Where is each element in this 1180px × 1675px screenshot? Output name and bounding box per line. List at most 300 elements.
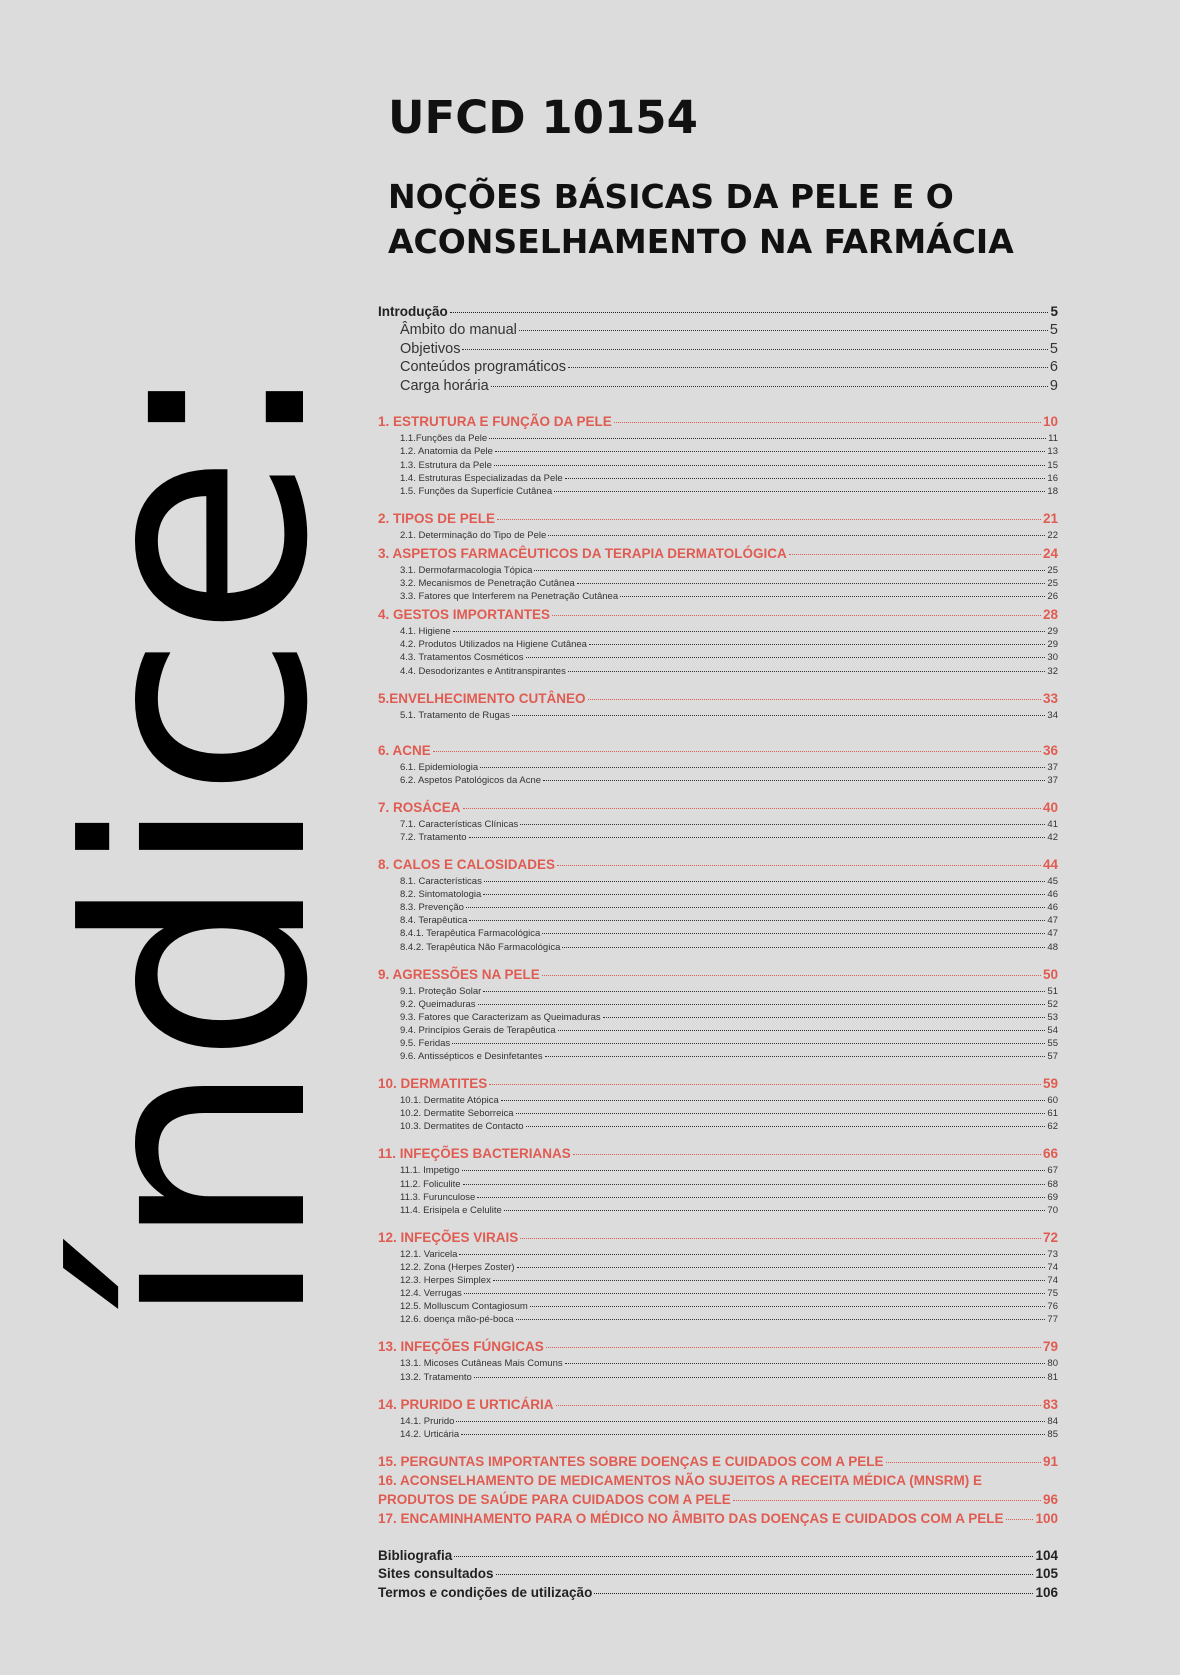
toc-entry-title: 11.1. Impetigo	[400, 1165, 460, 1177]
toc-page-number: 29	[1047, 626, 1058, 638]
toc-page-number: 74	[1047, 1261, 1058, 1273]
dot-leader	[454, 1556, 1033, 1557]
dot-leader	[546, 1347, 1041, 1348]
toc-entry-title: 9.4. Princípios Gerais de Terapêutica	[400, 1024, 556, 1036]
toc-subsection[interactable]	[378, 530, 1058, 543]
toc-page-number: 42	[1047, 831, 1058, 843]
toc-entry-title: 12.4. Verrugas	[400, 1288, 462, 1300]
dot-leader	[463, 808, 1041, 809]
toc-entry-title: PRODUTOS DE SAÚDE PARA CUIDADOS COM A PELE	[378, 1491, 731, 1507]
dot-leader	[526, 1126, 1046, 1127]
toc-chapter-16-line-1[interactable]: 16. ACONSELHAMENTO DE MEDICAMENTOS NÃO SUJEITOS A RECEITA MÉDICA (MNSRM) E	[378, 1472, 983, 1488]
dot-leader	[573, 1154, 1041, 1155]
toc-entry-title: 12.6. doença mão-pé-boca	[400, 1314, 514, 1326]
toc-page-number: 9	[1049, 377, 1058, 394]
toc-subsection[interactable]	[378, 626, 1058, 639]
toc-entry-title: 10.2. Dermatite Seborreica	[400, 1108, 514, 1120]
dot-leader	[466, 907, 1046, 908]
toc-page-number: 46	[1047, 902, 1058, 914]
toc-entry-intro[interactable]	[378, 304, 1058, 322]
toc-page-number: 26	[1047, 591, 1058, 603]
dot-leader	[548, 535, 1045, 536]
spacer	[378, 955, 1058, 967]
dot-leader	[588, 699, 1041, 700]
toc-entry-title: 9.2. Queimaduras	[400, 998, 476, 1010]
toc-subsection[interactable]	[378, 473, 1058, 486]
dot-leader	[542, 933, 1045, 934]
toc-page-number: 80	[1047, 1358, 1058, 1370]
toc-page-number: 104	[1035, 1547, 1058, 1563]
toc-page-number: 36	[1042, 742, 1058, 758]
dot-leader	[469, 920, 1045, 921]
toc-entry-title: Âmbito do manual	[400, 322, 517, 338]
toc-page-number: 68	[1047, 1178, 1058, 1190]
toc-entry-title: 13. INFEÇÕES FÚNGICAS	[378, 1339, 544, 1355]
toc-subsection[interactable]	[378, 565, 1058, 578]
toc-page-number: 55	[1047, 1038, 1058, 1049]
toc-entry-title: 15. PERGUNTAS IMPORTANTES SOBRE DOENÇAS E CUIDADOS COM A PELE	[378, 1453, 884, 1469]
dot-leader	[568, 367, 1048, 368]
dot-leader	[493, 1280, 1046, 1281]
toc-entry-title: 4.3. Tratamentos Cosméticos	[400, 652, 524, 664]
toc-entry-title: 8. CALOS E CALOSIDADES	[378, 857, 556, 873]
toc-page-number: 48	[1047, 941, 1058, 953]
toc-subsection[interactable]	[378, 942, 1058, 955]
toc-entry-end[interactable]	[378, 1585, 1058, 1604]
toc-subsection[interactable]	[378, 1262, 1058, 1275]
toc-page-number: 72	[1042, 1229, 1058, 1245]
toc-entry-title: 12.2. Zona (Herpes Zoster)	[400, 1261, 515, 1273]
toc-subsection[interactable]	[378, 1038, 1058, 1051]
toc-subsection[interactable]	[378, 1108, 1058, 1121]
toc-chapter[interactable]	[378, 1146, 1058, 1165]
dot-leader	[433, 751, 1041, 752]
toc-entry-title: 12.3. Herpes Simplex	[400, 1275, 491, 1287]
toc-page-number: 10	[1042, 414, 1058, 430]
toc-page-number: 74	[1047, 1275, 1058, 1287]
toc-page-number: 105	[1035, 1566, 1058, 1582]
document-header	[388, 88, 1148, 264]
toc-entry-title: 9.3. Fatores que Caracterizam as Queimaduras	[400, 1011, 601, 1023]
dot-leader	[542, 975, 1041, 976]
toc-page-number: 52	[1047, 998, 1058, 1010]
dot-leader	[483, 991, 1045, 992]
toc-page-number: 24	[1042, 545, 1058, 561]
toc-subsection[interactable]	[378, 986, 1058, 999]
toc-page-number: 96	[1042, 1491, 1058, 1507]
toc-subsection[interactable]	[378, 1429, 1058, 1442]
title-line-1: NOÇÕES BÁSICAS DA PELE E O	[388, 177, 954, 216]
toc-page-number: 54	[1047, 1024, 1058, 1036]
dot-leader	[1006, 1519, 1034, 1520]
toc-chapter[interactable]	[378, 1339, 1058, 1358]
toc-entry-title: 1.5. Funções da Superfície Cutânea	[400, 485, 553, 497]
toc-page-number: 15	[1047, 459, 1058, 471]
toc-entry-title: 1.4. Estruturas Especializadas da Pele	[400, 472, 563, 484]
toc-page-number: 50	[1042, 966, 1058, 982]
toc-entry-title: 9. AGRESSÕES NA PELE	[378, 966, 540, 982]
toc-page-number: 13	[1047, 446, 1058, 458]
toc-entry-title: 14.1. Prurido	[400, 1415, 455, 1427]
dot-leader	[789, 554, 1041, 555]
toc-subsection[interactable]	[378, 1288, 1058, 1301]
toc-chapter-16-line-2[interactable]	[378, 1492, 1058, 1511]
toc-subsection[interactable]	[378, 460, 1058, 473]
dot-leader	[620, 596, 1045, 597]
toc-subsection[interactable]	[378, 1416, 1058, 1429]
spacer	[378, 1327, 1058, 1339]
toc-chapter[interactable]	[378, 1511, 1058, 1530]
toc-entry-title: 11.2. Foliculite	[400, 1178, 461, 1190]
toc-subsection[interactable]	[378, 710, 1058, 723]
toc-entry-title: 1.2. Anatomia da Pele	[400, 446, 493, 458]
toc-page-number: 70	[1047, 1204, 1058, 1216]
toc-entry-title: 7.1. Características Clínicas	[400, 818, 519, 830]
toc-page-number: 91	[1042, 1453, 1058, 1469]
toc-page-number: 66	[1042, 1146, 1058, 1162]
toc-entry-title: 8.1. Características	[400, 876, 482, 888]
toc-page-number: 33	[1042, 690, 1058, 706]
toc-entry-title: 11.3. Furunculose	[400, 1191, 476, 1203]
toc-entry-title: 8.4.2. Terapêutica Não Farmacológica	[400, 941, 561, 953]
toc-entry-title: 6.2. Aspetos Patológicos da Acne	[400, 774, 542, 786]
toc-entry-title: 12.1. Varicela	[400, 1248, 458, 1260]
dot-leader	[495, 451, 1045, 452]
dot-leader	[568, 671, 1046, 672]
toc-chapter[interactable]	[378, 1397, 1058, 1416]
ufcd-code: UFCD 10154	[388, 91, 698, 144]
dot-leader	[526, 657, 1046, 658]
toc-entry-end[interactable]	[378, 1548, 1058, 1567]
toc-page-number: 59	[1042, 1076, 1058, 1092]
dot-leader	[497, 519, 1041, 520]
toc-subsection[interactable]	[378, 1275, 1058, 1288]
dot-leader	[483, 894, 1045, 895]
dot-leader	[565, 478, 1046, 479]
dot-leader	[520, 824, 1045, 825]
toc-subsection[interactable]	[378, 1165, 1058, 1178]
toc-entry-title: 3.3. Fatores que Interferem na Penetração Cutânea	[400, 591, 619, 603]
toc-chapter[interactable]	[378, 691, 1058, 710]
toc-entry-title: 17. ENCAMINHAMENTO PARA O MÉDICO NO ÂMBITO DAS DOENÇAS E CUIDADOS COM A PELE	[378, 1510, 1004, 1526]
toc-entry-title: Objetivos	[400, 340, 461, 357]
dot-leader	[464, 1293, 1046, 1294]
dot-leader	[517, 1267, 1046, 1268]
dot-leader	[520, 1238, 1041, 1239]
toc-entry-title: 4. GESTOS IMPORTANTES	[378, 607, 551, 623]
toc-page-number: 40	[1042, 799, 1058, 815]
toc-page-number: 34	[1047, 709, 1058, 721]
toc-page-number: 44	[1042, 857, 1058, 873]
spacer	[378, 1218, 1058, 1230]
toc-entry-title: 4.1. Higiene	[400, 626, 451, 638]
toc-page-number: 76	[1047, 1301, 1058, 1313]
toc-page-number: 79	[1042, 1339, 1058, 1355]
dot-leader	[484, 881, 1046, 882]
toc-page-number: 37	[1047, 774, 1058, 786]
toc-chapter[interactable]	[378, 511, 1058, 530]
dot-leader	[480, 767, 1045, 768]
side-word-indice: índice:	[25, 360, 374, 1330]
toc-entry-intro-item[interactable]	[378, 322, 1058, 341]
toc-page-number: 60	[1047, 1095, 1058, 1107]
toc-page-number: 75	[1047, 1288, 1058, 1300]
toc-chapter[interactable]	[378, 1454, 1058, 1473]
toc-entry-title: 4.2. Produtos Utilizados na Higiene Cutânea	[400, 639, 587, 651]
dot-leader	[556, 1405, 1041, 1406]
dot-leader	[501, 1100, 1046, 1101]
toc-entry-title: 9.5. Feridas	[400, 1038, 451, 1049]
toc-subsection[interactable]	[378, 433, 1058, 446]
dot-leader	[477, 1197, 1045, 1198]
toc-subsection[interactable]	[378, 902, 1058, 915]
spacer	[378, 1442, 1058, 1454]
toc-chapter[interactable]	[378, 743, 1058, 762]
dot-leader	[562, 947, 1045, 948]
toc-subsection[interactable]	[378, 915, 1058, 928]
spacer	[378, 845, 1058, 857]
dot-leader	[494, 465, 1046, 466]
dot-leader	[478, 1004, 1046, 1005]
dot-leader	[453, 631, 1046, 632]
toc-page-number: 30	[1047, 652, 1058, 664]
toc-subsection[interactable]	[378, 1051, 1058, 1064]
toc-subsection[interactable]	[378, 1095, 1058, 1108]
toc-subsection[interactable]	[378, 652, 1058, 665]
dot-leader	[530, 1306, 1046, 1307]
toc-entry-end[interactable]	[378, 1566, 1058, 1585]
toc-subsection[interactable]	[378, 1192, 1058, 1205]
dot-leader	[614, 422, 1041, 423]
toc-subsection[interactable]	[378, 775, 1058, 788]
toc-page-number: 51	[1047, 985, 1058, 997]
toc-entry-title: 7.2. Tratamento	[400, 831, 467, 843]
dot-leader	[489, 1084, 1041, 1085]
toc-subsection[interactable]	[378, 819, 1058, 832]
toc-subsection[interactable]	[378, 999, 1058, 1012]
toc-subsection[interactable]	[378, 1121, 1058, 1134]
toc-page-number: 67	[1047, 1165, 1058, 1177]
dot-leader	[886, 1462, 1041, 1463]
toc-entry-title: 3.2. Mecanismos de Penetração Cutânea	[400, 578, 575, 590]
toc-page-number: 83	[1042, 1396, 1058, 1412]
toc-entry-intro-item[interactable]	[378, 359, 1058, 378]
dot-leader	[489, 438, 1046, 439]
toc-page-number: 84	[1047, 1415, 1058, 1427]
toc-entry-intro-item[interactable]	[378, 378, 1058, 397]
toc-chapter[interactable]	[378, 607, 1058, 626]
toc-entry-intro-item[interactable]	[378, 341, 1058, 360]
toc-page-number: 16	[1047, 472, 1058, 484]
title-line-2: ACONSELHAMENTO NA FARMÁCIA	[388, 222, 1014, 261]
toc-subsection[interactable]	[378, 578, 1058, 591]
toc-entry-title: 8.3. Prevenção	[400, 902, 464, 914]
spacer	[378, 1385, 1058, 1397]
toc-entry-title: 5.ENVELHECIMENTO CUTÂNEO	[378, 690, 586, 706]
toc-entry-title: 11.4. Erisipela e Celulite	[400, 1204, 502, 1216]
toc-page-number: 45	[1047, 876, 1058, 888]
dot-leader	[589, 644, 1045, 645]
toc-page-number: 5	[1049, 322, 1058, 338]
dot-leader	[594, 1593, 1033, 1594]
dot-leader	[462, 349, 1047, 350]
dot-leader	[543, 780, 1045, 781]
dot-leader	[461, 1434, 1045, 1435]
spacer	[378, 723, 1058, 743]
dot-leader	[733, 1500, 1041, 1501]
toc-page-number: 85	[1047, 1428, 1058, 1440]
toc-page-number: 6	[1049, 359, 1058, 376]
dot-leader	[469, 837, 1046, 838]
toc-chapter[interactable]	[378, 1230, 1058, 1249]
toc-page-number: 22	[1047, 529, 1058, 541]
dot-leader	[516, 1319, 1046, 1320]
toc-entry-title: 5.1. Tratamento de Rugas	[400, 709, 510, 721]
spacer	[378, 1064, 1058, 1076]
toc-page-number: 41	[1047, 818, 1058, 830]
toc-entry-title: 14. PRURIDO E URTICÁRIA	[378, 1396, 554, 1412]
toc-page-number: 29	[1047, 639, 1058, 651]
dot-leader	[450, 312, 1049, 313]
toc-chapter[interactable]	[378, 800, 1058, 819]
toc-entry-title: Introdução	[378, 304, 448, 319]
toc-chapter[interactable]	[378, 1076, 1058, 1095]
toc-entry-title: 6.1. Epidemiologia	[400, 761, 479, 773]
toc-subsection[interactable]	[378, 928, 1058, 941]
spacer	[378, 499, 1058, 511]
toc-subsection[interactable]	[378, 762, 1058, 775]
toc-page-number: 18	[1047, 485, 1058, 497]
toc-subsection[interactable]	[378, 1249, 1058, 1262]
toc-entry-title: 12. INFEÇÕES VIRAIS	[378, 1229, 519, 1245]
toc-subsection[interactable]	[378, 1205, 1058, 1218]
toc-entry-title: 9.1. Proteção Solar	[400, 985, 482, 997]
toc-entry-title: 3.1. Dermofarmacologia Tópica	[400, 564, 533, 576]
toc-chapter[interactable]	[378, 967, 1058, 986]
dot-leader	[456, 1421, 1045, 1422]
dot-leader	[459, 1254, 1045, 1255]
spacer	[378, 788, 1058, 800]
toc-entry-title: 2. TIPOS DE PELE	[378, 510, 496, 526]
toc-page-number: 77	[1047, 1314, 1058, 1326]
dot-leader	[603, 1017, 1046, 1018]
toc-entry-title: 1.1.Funções da Pele	[400, 433, 488, 445]
toc-subsection[interactable]	[378, 1372, 1058, 1385]
toc-page-number: 61	[1047, 1108, 1058, 1120]
toc-entry-title: 14.2. Urticária	[400, 1428, 460, 1440]
toc-page-number: 37	[1047, 761, 1058, 773]
toc-subsection[interactable]	[378, 1358, 1058, 1371]
dot-leader	[545, 1056, 1046, 1057]
toc-page-number: 47	[1047, 915, 1058, 927]
dot-leader	[512, 715, 1046, 716]
toc-entry-title: 8.2. Sintomatologia	[400, 889, 482, 901]
toc-subsection[interactable]	[378, 446, 1058, 459]
toc-subsection[interactable]	[378, 1025, 1058, 1038]
toc-entry-title: 13.2. Tratamento	[400, 1371, 472, 1383]
toc-page-number: 46	[1047, 889, 1058, 901]
toc-entry-title: 8.4. Terapêutica	[400, 915, 468, 927]
toc-page-number: 73	[1047, 1248, 1058, 1260]
dot-leader	[557, 865, 1041, 866]
toc-subsection[interactable]	[378, 666, 1058, 679]
toc-subsection[interactable]	[378, 832, 1058, 845]
dot-leader	[462, 1170, 1046, 1171]
toc-page-number: 21	[1042, 510, 1058, 526]
spacer	[378, 679, 1058, 691]
toc-entry-title: Sites consultados	[378, 1566, 494, 1582]
toc-entry-title: 6. ACNE	[378, 742, 431, 758]
toc-entry-title: Conteúdos programáticos	[400, 359, 567, 376]
toc-page-number: 62	[1047, 1121, 1058, 1133]
toc-subsection[interactable]	[378, 486, 1058, 499]
dot-leader	[565, 1363, 1046, 1364]
toc-entry-title: 3. ASPETOS FARMACÊUTICOS DA TERAPIA DERMATOLÓGICA	[378, 545, 787, 561]
toc-entry-title: 12.5. Molluscum Contagiosum	[400, 1301, 528, 1313]
toc-subsection[interactable]	[378, 1179, 1058, 1192]
toc-chapter[interactable]	[378, 857, 1058, 876]
toc-subsection[interactable]	[378, 1012, 1058, 1025]
toc-subsection[interactable]	[378, 591, 1058, 604]
toc-page-number: 32	[1047, 665, 1058, 677]
toc-entry-title: 4.4. Desodorizantes e Antitranspirantes	[400, 665, 566, 677]
toc-entry-title: 10. DERMATITES	[378, 1076, 488, 1092]
toc-page-number: 69	[1047, 1191, 1058, 1203]
dot-leader	[534, 570, 1045, 571]
toc-page-number: 25	[1047, 578, 1058, 590]
table-of-contents	[378, 304, 1058, 1604]
toc-subsection[interactable]	[378, 876, 1058, 889]
toc-page-number: 47	[1047, 928, 1058, 940]
toc-page-number: 81	[1047, 1371, 1058, 1383]
spacer	[378, 396, 1058, 414]
toc-subsection[interactable]	[378, 639, 1058, 652]
toc-chapter[interactable]	[378, 414, 1058, 433]
dot-leader	[552, 615, 1041, 616]
toc-entry-title: 13.1. Micoses Cutâneas Mais Comuns	[400, 1358, 563, 1370]
toc-page-number: 11	[1048, 433, 1058, 445]
dot-leader	[577, 583, 1046, 584]
toc-entry-title: 9.6. Antissépticos e Desinfetantes	[400, 1051, 543, 1063]
toc-chapter[interactable]	[378, 546, 1058, 565]
toc-entry-title: 10.1. Dermatite Atópica	[400, 1095, 499, 1107]
dot-leader	[554, 491, 1045, 492]
toc-entry-title: 7. ROSÁCEA	[378, 799, 461, 815]
dot-leader	[519, 330, 1048, 331]
toc-entry-title: 8.4.1. Terapêutica Farmacológica	[400, 928, 541, 940]
toc-entry-title: 11. INFEÇÕES BACTERIANAS	[378, 1146, 571, 1162]
toc-page-number: 28	[1042, 607, 1058, 623]
dot-leader	[463, 1184, 1046, 1185]
dot-leader	[452, 1043, 1045, 1044]
dot-leader	[474, 1377, 1046, 1378]
toc-entry-title: 10.3. Dermatites de Contacto	[400, 1121, 524, 1133]
spacer	[378, 1530, 1058, 1548]
toc-entry-title: 1.3. Estrutura da Pele	[400, 459, 492, 471]
toc-subsection[interactable]	[378, 1301, 1058, 1314]
toc-page-number: 100	[1035, 1510, 1058, 1526]
toc-subsection[interactable]	[378, 1314, 1058, 1327]
toc-page-number: 106	[1035, 1584, 1058, 1600]
toc-subsection[interactable]	[378, 889, 1058, 902]
toc-page-number: 57	[1047, 1051, 1058, 1063]
dot-leader	[558, 1030, 1046, 1031]
toc-entry-title: 2.1. Determinação do Tipo de Pele	[400, 529, 547, 541]
toc-entry-title: Termos e condições de utilização	[378, 1584, 593, 1600]
toc-entry-title: Bibliografia	[378, 1547, 453, 1563]
dot-leader	[496, 1574, 1034, 1575]
toc-page-number: 5	[1050, 304, 1058, 319]
